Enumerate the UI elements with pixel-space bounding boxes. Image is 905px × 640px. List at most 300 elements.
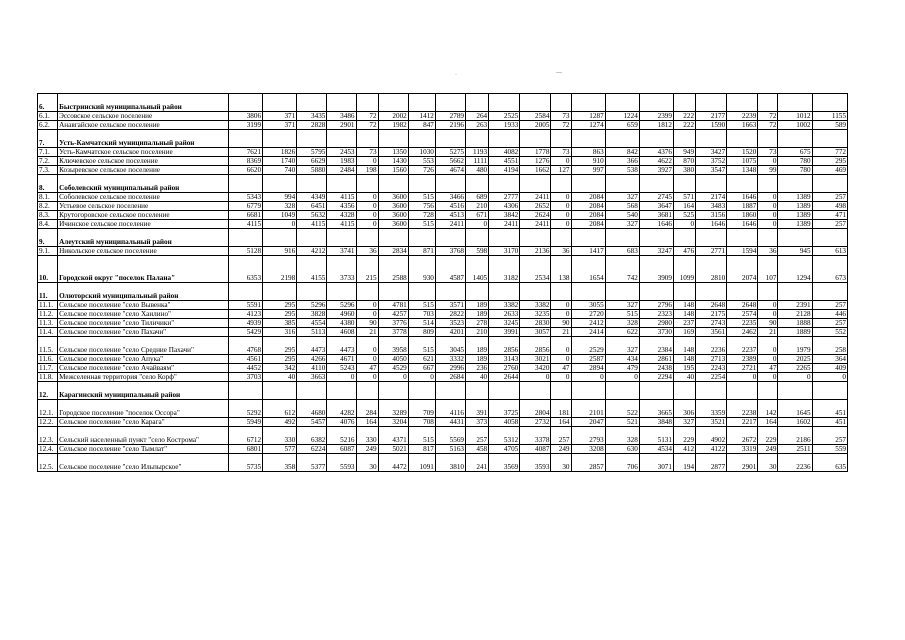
- value-cell: 4356: [327, 202, 356, 211]
- value-cell: 3247: [639, 247, 673, 256]
- value-cell: 72: [758, 121, 778, 130]
- value-cell: [356, 175, 378, 193]
- value-cell: 847: [408, 121, 435, 130]
- value-cell: 4194: [489, 166, 520, 175]
- value-cell: 515: [408, 301, 435, 310]
- value-cell: 2760: [489, 364, 520, 373]
- row-number: 8.2.: [38, 202, 58, 211]
- row-name: Городское поселение "поселок Оссора": [58, 400, 229, 418]
- value-cell: 589: [812, 121, 847, 130]
- table-row: [38, 121, 848, 130]
- value-cell: 148: [673, 301, 695, 310]
- value-cell: 1645: [778, 400, 812, 418]
- value-cell: 1012: [778, 112, 812, 121]
- value-cell: 210: [466, 328, 489, 337]
- value-cell: 3547: [696, 166, 727, 175]
- value-cell: 1860: [727, 211, 758, 220]
- value-cell: 673: [812, 256, 847, 283]
- value-cell: 4902: [696, 427, 727, 445]
- row-name: Усть-Камчатский муниципальный район: [58, 130, 229, 148]
- value-cell: 451: [812, 400, 847, 418]
- value-cell: 4122: [696, 445, 727, 454]
- value-cell: 3057: [520, 328, 551, 337]
- value-cell: [571, 283, 605, 301]
- value-cell: 1888: [778, 319, 812, 328]
- value-cell: 2074: [727, 256, 758, 283]
- value-cell: 4110: [297, 364, 327, 373]
- table-row: [38, 148, 848, 157]
- value-cell: 756: [408, 202, 435, 211]
- value-cell: 380: [673, 166, 695, 175]
- value-cell: 2047: [571, 418, 605, 427]
- row-name: Сельское поселение "село Тиличики": [58, 319, 229, 328]
- value-cell: [520, 130, 551, 148]
- value-cell: 1602: [778, 418, 812, 427]
- row-number: 12.3.: [38, 427, 58, 445]
- value-cell: [605, 175, 639, 193]
- value-cell: 4671: [327, 355, 356, 364]
- value-cell: [520, 382, 551, 400]
- value-cell: 73: [356, 148, 378, 157]
- table-row: [38, 202, 848, 211]
- value-cell: [297, 382, 327, 400]
- value-cell: 871: [408, 247, 435, 256]
- value-cell: [327, 382, 356, 400]
- value-cell: 258: [812, 337, 847, 355]
- value-cell: 5275: [435, 148, 465, 157]
- value-cell: 4452: [228, 364, 262, 373]
- value-cell: 910: [571, 157, 605, 166]
- value-cell: 7621: [228, 148, 262, 157]
- value-cell: 3909: [639, 256, 673, 283]
- value-cell: [378, 229, 408, 247]
- value-cell: 3752: [696, 157, 727, 166]
- value-cell: 671: [466, 211, 489, 220]
- table-row: [38, 427, 848, 445]
- value-cell: [435, 229, 465, 247]
- value-cell: 72: [551, 121, 571, 130]
- value-cell: 4371: [378, 427, 408, 445]
- value-cell: 0: [356, 310, 378, 319]
- value-cell: [327, 283, 356, 301]
- row-name: Анавгайское сельское поселение: [58, 121, 229, 130]
- value-cell: 1520: [727, 148, 758, 157]
- value-cell: 164: [356, 418, 378, 427]
- value-cell: [812, 229, 847, 247]
- value-cell: [571, 94, 605, 112]
- value-cell: 3733: [327, 256, 356, 283]
- value-cell: 4115: [228, 220, 262, 229]
- value-cell: [571, 175, 605, 193]
- value-cell: 229: [673, 427, 695, 445]
- value-cell: 295: [263, 337, 297, 355]
- value-cell: 480: [466, 166, 489, 175]
- value-cell: [466, 283, 489, 301]
- value-cell: [727, 130, 758, 148]
- value-cell: 434: [605, 355, 639, 364]
- data-table: [37, 93, 848, 472]
- value-cell: [356, 94, 378, 112]
- value-cell: 0: [551, 202, 571, 211]
- value-cell: 870: [673, 157, 695, 166]
- value-cell: 6801: [228, 445, 262, 454]
- value-cell: 0: [758, 193, 778, 202]
- value-cell: 257: [551, 427, 571, 445]
- value-cell: [673, 130, 695, 148]
- value-cell: 675: [778, 148, 812, 157]
- value-cell: [778, 175, 812, 193]
- value-cell: 0: [356, 211, 378, 220]
- value-cell: 5569: [435, 427, 465, 445]
- value-cell: [812, 382, 847, 400]
- value-cell: 4473: [297, 337, 327, 355]
- value-cell: 4622: [639, 157, 673, 166]
- value-cell: 2828: [297, 121, 327, 130]
- value-cell: 1155: [812, 112, 847, 121]
- value-cell: 568: [605, 202, 639, 211]
- value-cell: [435, 283, 465, 301]
- value-cell: 451: [812, 418, 847, 427]
- value-cell: [727, 175, 758, 193]
- value-cell: 4781: [378, 301, 408, 310]
- value-cell: 1405: [466, 256, 489, 283]
- value-cell: [812, 175, 847, 193]
- value-cell: 2684: [435, 373, 465, 382]
- value-cell: 577: [263, 445, 297, 454]
- value-cell: 8369: [228, 157, 262, 166]
- value-cell: 3382: [489, 301, 520, 310]
- value-cell: 1350: [378, 148, 408, 157]
- value-cell: 1430: [378, 157, 408, 166]
- value-cell: 36: [551, 247, 571, 256]
- value-cell: 1983: [327, 157, 356, 166]
- value-cell: 3182: [489, 256, 520, 283]
- value-cell: 6629: [297, 157, 327, 166]
- value-cell: [551, 175, 571, 193]
- value-cell: 945: [778, 247, 812, 256]
- value-cell: 30: [551, 454, 571, 472]
- table-row: [38, 355, 848, 364]
- row-name: Усть-Камчатское сельское поселение: [58, 148, 229, 157]
- value-cell: 1276: [520, 157, 551, 166]
- value-cell: 5131: [639, 427, 673, 445]
- value-cell: 328: [263, 202, 297, 211]
- value-cell: 257: [466, 427, 489, 445]
- row-number: 12.: [38, 382, 58, 400]
- value-cell: 1389: [778, 202, 812, 211]
- value-cell: 2177: [696, 112, 727, 121]
- value-cell: 3991: [489, 328, 520, 337]
- value-cell: 571: [673, 193, 695, 202]
- table-row: [38, 445, 848, 454]
- value-cell: [408, 283, 435, 301]
- row-name: Сельское поселение "село Хаилино": [58, 310, 229, 319]
- row-number: 12.1.: [38, 400, 58, 418]
- value-cell: [673, 283, 695, 301]
- value-cell: 4058: [489, 418, 520, 427]
- value-cell: 2732: [520, 418, 551, 427]
- value-cell: [551, 283, 571, 301]
- value-cell: 284: [356, 400, 378, 418]
- table-row: [38, 166, 848, 175]
- value-cell: [466, 94, 489, 112]
- value-cell: 0: [551, 211, 571, 220]
- value-cell: 1812: [639, 121, 673, 130]
- value-cell: 2236: [778, 454, 812, 472]
- value-cell: 0: [551, 310, 571, 319]
- value-cell: 458: [466, 445, 489, 454]
- value-cell: 3600: [378, 193, 408, 202]
- value-cell: 0: [758, 202, 778, 211]
- value-cell: 471: [812, 211, 847, 220]
- value-cell: 4473: [327, 337, 356, 355]
- value-cell: 3319: [727, 445, 758, 454]
- value-cell: [673, 175, 695, 193]
- value-cell: [758, 382, 778, 400]
- value-cell: 2005: [520, 121, 551, 130]
- value-cell: [571, 382, 605, 400]
- row-name: Устьевое сельское поселение: [58, 202, 229, 211]
- value-cell: 2587: [571, 355, 605, 364]
- table-row: [38, 112, 848, 121]
- value-cell: 148: [673, 355, 695, 364]
- value-cell: 630: [605, 445, 639, 454]
- value-cell: 295: [263, 355, 297, 364]
- value-cell: [727, 229, 758, 247]
- value-cell: 1287: [571, 112, 605, 121]
- value-cell: 2796: [639, 301, 673, 310]
- table-row: [38, 310, 848, 319]
- value-cell: 4587: [435, 256, 465, 283]
- value-cell: 2462: [727, 328, 758, 337]
- value-cell: 1933: [489, 121, 520, 130]
- value-cell: 479: [605, 364, 639, 373]
- value-cell: [263, 175, 297, 193]
- row-number: 11.2.: [38, 310, 58, 319]
- value-cell: 4212: [297, 247, 327, 256]
- value-cell: 36: [356, 247, 378, 256]
- row-number: 8.4.: [38, 220, 58, 229]
- value-cell: 3208: [571, 445, 605, 454]
- value-cell: 2861: [639, 355, 673, 364]
- value-cell: [228, 175, 262, 193]
- table-row: [38, 328, 848, 337]
- value-cell: 4115: [327, 220, 356, 229]
- value-cell: 4680: [297, 400, 327, 418]
- row-name: Козыревское сельское поселение: [58, 166, 229, 175]
- value-cell: 1030: [408, 148, 435, 157]
- value-cell: 2804: [520, 400, 551, 418]
- value-cell: 47: [356, 364, 378, 373]
- value-cell: 3420: [520, 364, 551, 373]
- value-cell: 2648: [727, 301, 758, 310]
- value-cell: [228, 283, 262, 301]
- value-cell: [327, 94, 356, 112]
- row-name: Олюторский муниципальный район: [58, 283, 229, 301]
- value-cell: 2238: [727, 400, 758, 418]
- value-cell: [551, 382, 571, 400]
- value-cell: [778, 283, 812, 301]
- value-cell: 4050: [378, 355, 408, 364]
- value-cell: 4705: [489, 445, 520, 454]
- value-cell: 4608: [327, 328, 356, 337]
- value-cell: [551, 94, 571, 112]
- value-cell: 2644: [489, 373, 520, 382]
- value-cell: 659: [605, 121, 639, 130]
- value-cell: 198: [356, 166, 378, 175]
- row-number: 9.: [38, 229, 58, 247]
- value-cell: 6087: [327, 445, 356, 454]
- value-cell: 994: [263, 193, 297, 202]
- value-cell: 4266: [297, 355, 327, 364]
- value-cell: 2834: [378, 247, 408, 256]
- value-cell: [263, 130, 297, 148]
- value-cell: 0: [551, 373, 571, 382]
- value-cell: [435, 382, 465, 400]
- value-cell: [489, 283, 520, 301]
- value-cell: 498: [812, 202, 847, 211]
- value-cell: 194: [673, 454, 695, 472]
- value-cell: 635: [812, 454, 847, 472]
- value-cell: 1778: [520, 148, 551, 157]
- value-cell: 515: [408, 193, 435, 202]
- value-cell: 4328: [327, 211, 356, 220]
- value-cell: 1099: [673, 256, 695, 283]
- row-name: Сельское поселение "село Апука": [58, 355, 229, 364]
- table-row: [38, 193, 848, 202]
- row-number: 8.3.: [38, 211, 58, 220]
- value-cell: 2389: [727, 355, 758, 364]
- value-cell: 4529: [378, 364, 408, 373]
- value-cell: 0: [378, 373, 408, 382]
- table-row: [38, 220, 848, 229]
- value-cell: 0: [356, 301, 378, 310]
- value-cell: 3204: [378, 418, 408, 427]
- value-cell: 3647: [639, 202, 673, 211]
- value-cell: 366: [605, 157, 639, 166]
- value-cell: 90: [758, 319, 778, 328]
- value-cell: 3778: [378, 328, 408, 337]
- value-cell: 0: [758, 355, 778, 364]
- value-cell: [551, 130, 571, 148]
- value-cell: 278: [466, 319, 489, 328]
- value-cell: 2672: [727, 427, 758, 445]
- value-cell: 181: [551, 400, 571, 418]
- value-cell: [263, 382, 297, 400]
- value-cell: 0: [356, 220, 378, 229]
- value-cell: 2901: [727, 454, 758, 472]
- value-cell: 2652: [520, 202, 551, 211]
- value-cell: 5593: [327, 454, 356, 472]
- value-cell: 469: [812, 166, 847, 175]
- value-cell: 515: [408, 220, 435, 229]
- value-cell: 3235: [520, 310, 551, 319]
- value-cell: 30: [356, 454, 378, 472]
- value-cell: 107: [758, 256, 778, 283]
- value-cell: 4087: [520, 445, 551, 454]
- value-cell: [228, 229, 262, 247]
- value-cell: 3665: [639, 400, 673, 418]
- value-cell: 257: [812, 427, 847, 445]
- value-cell: 2857: [571, 454, 605, 472]
- value-cell: 0: [551, 301, 571, 310]
- row-number: 6.: [38, 94, 58, 112]
- value-cell: 72: [758, 112, 778, 121]
- value-cell: [435, 175, 465, 193]
- value-cell: 127: [551, 166, 571, 175]
- value-cell: 2196: [435, 121, 465, 130]
- value-cell: 2239: [727, 112, 758, 121]
- value-cell: 3156: [696, 211, 727, 220]
- value-cell: [727, 94, 758, 112]
- value-cell: 371: [263, 112, 297, 121]
- value-cell: [356, 283, 378, 301]
- value-cell: 30: [758, 454, 778, 472]
- value-cell: 210: [466, 202, 489, 211]
- value-cell: 3927: [639, 166, 673, 175]
- row-number: 7.3.: [38, 166, 58, 175]
- value-cell: 6451: [297, 202, 327, 211]
- value-cell: 2411: [489, 220, 520, 229]
- value-cell: 540: [605, 211, 639, 220]
- value-cell: 4115: [327, 193, 356, 202]
- value-cell: 492: [263, 418, 297, 427]
- value-cell: [297, 283, 327, 301]
- value-cell: 257: [812, 220, 847, 229]
- value-cell: 515: [408, 427, 435, 445]
- value-cell: 2810: [696, 256, 727, 283]
- value-cell: [466, 382, 489, 400]
- value-cell: 997: [571, 166, 605, 175]
- value-cell: 2624: [520, 211, 551, 220]
- value-cell: 0: [356, 202, 378, 211]
- value-cell: 514: [408, 319, 435, 328]
- value-cell: 237: [673, 319, 695, 328]
- value-cell: [605, 229, 639, 247]
- value-cell: 2721: [727, 364, 758, 373]
- value-cell: 0: [778, 373, 812, 382]
- value-cell: [356, 382, 378, 400]
- value-cell: 215: [356, 256, 378, 283]
- value-cell: 2830: [520, 319, 551, 328]
- section-row: [38, 283, 848, 301]
- value-cell: 6779: [228, 202, 262, 211]
- value-cell: [605, 130, 639, 148]
- value-cell: 1889: [778, 328, 812, 337]
- value-cell: 3842: [489, 211, 520, 220]
- value-cell: 1389: [778, 220, 812, 229]
- table-row: [38, 337, 848, 355]
- value-cell: 222: [673, 121, 695, 130]
- value-cell: 2186: [778, 427, 812, 445]
- value-cell: 1002: [778, 121, 812, 130]
- value-cell: 0: [356, 355, 378, 364]
- row-name: Сельское поселение "село Средние Пахачи": [58, 337, 229, 355]
- row-name: Сельское поселение "село Тымлат": [58, 445, 229, 454]
- value-cell: 189: [466, 337, 489, 355]
- value-cell: 3600: [378, 220, 408, 229]
- table-row: [38, 211, 848, 220]
- value-cell: 342: [263, 364, 297, 373]
- value-cell: 327: [605, 193, 639, 202]
- value-cell: 3848: [639, 418, 673, 427]
- value-cell: 3806: [228, 112, 262, 121]
- value-cell: [408, 175, 435, 193]
- value-cell: 1193: [466, 148, 489, 157]
- row-number: 11.: [38, 283, 58, 301]
- row-name: Межселенная территория "село Корф": [58, 373, 229, 382]
- value-cell: 728: [408, 211, 435, 220]
